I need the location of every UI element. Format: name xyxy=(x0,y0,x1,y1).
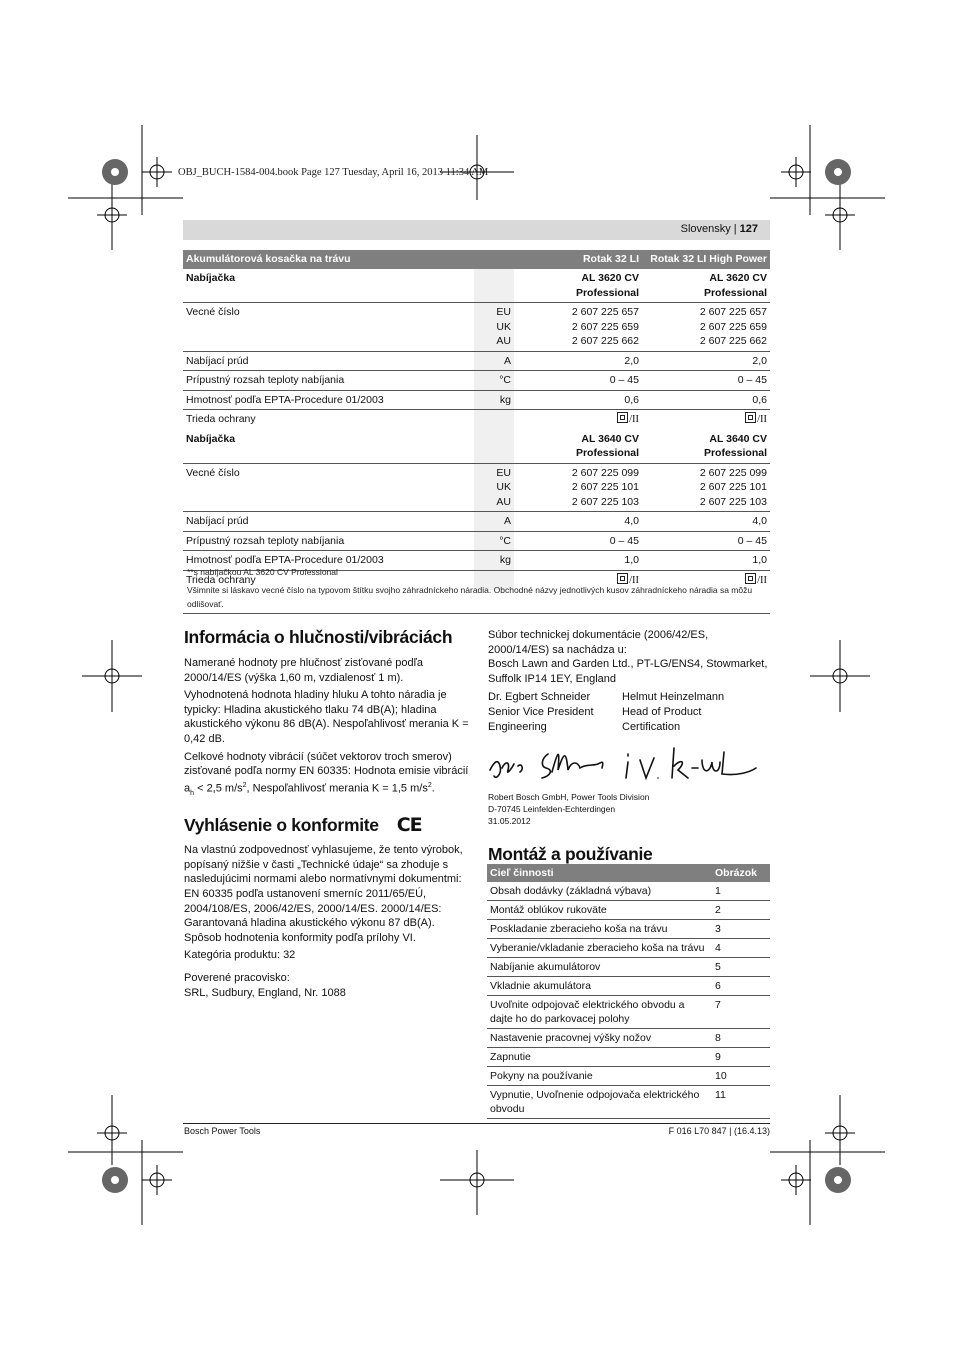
table-row: Vkladnie akumulátora 6 xyxy=(487,977,770,996)
double-insulation-icon xyxy=(617,412,628,423)
print-slug: OBJ_BUCH-1584-004.book Page 127 Tuesday, April 16, 2013 11:34 AM xyxy=(178,167,489,178)
conformity-p2: Kategória produktu: 32 xyxy=(184,949,296,962)
conformity-p3: Poverené pracovisko: SRL, Sudbury, England, Nr. 1088 xyxy=(184,971,346,999)
manufacturer-block: Robert Bosch GmbH, Power Tools Division D-70745 Leinfelden-Echterdingen 31.05.2012 xyxy=(488,792,650,827)
right-column xyxy=(488,628,772,865)
footnote: **s nabíjačkou AL 3620 CV Professional xyxy=(187,567,338,577)
conformity-heading: Vyhlásenie o konformite xyxy=(184,814,379,835)
signature-image xyxy=(488,740,758,788)
part-number-label: Vecné číslo xyxy=(183,303,474,352)
ce-mark-icon: CE xyxy=(396,814,422,837)
col-rotak-32-li: Rotak 32 LI xyxy=(514,250,642,269)
left-column xyxy=(184,627,469,1003)
table-row: Montáž oblúkov rukoväte 2 xyxy=(487,901,770,920)
weight-label: Hmotnosť podľa EPTA-Procedure 01/2003 xyxy=(183,390,474,410)
footer-right: F 016 L70 847 | (16.4.13) xyxy=(668,1126,770,1136)
table-row: Vypnutie, Uvoľnenie odpojovača elektrického obvodu 11 xyxy=(487,1086,770,1119)
part-number-label: Vecné číslo xyxy=(183,463,474,512)
charger-label: Nabíjačka xyxy=(186,432,236,445)
spec-title: Akumulátorová kosačka na trávu xyxy=(183,250,514,269)
footer-rule xyxy=(183,1123,770,1124)
spec-table: Akumulátorová kosačka na trávu Rotak 32 LI Rotak 32 LI High Power Nabíjačka AL 3620 CV Professional AL 3620 CV Professional Vecné číslo EU UK AU 2 607 225 657 2 607 225 659 2 607 225 662 2 607 225 657 2 607 225 659 2 607 225 662 Nabíjací prúd A 2,0 2,0 Prípustný rozsah teploty nabíjania °C 0 – 45 0 – 45 Hmotnosť podľa EPTA-Procedure 01/2003 kg 0,6 0,6 Trieda ochrany /II /II Nabíjačka AL 3640 CV Professional AL 3640 CV Professional Vecné číslo EU UK AU 2 607 225 099 2 607 225 101 2 607 225 103 2 607 225 099 2 607 225 101 2 607 225 103 Nabíjací prúd A 4,0 4,0 Prípustný rozsah teploty nabíjania °C 0 – 45 0 – 45 Hmotnosť podľa EPTA-Procedure 01/2003 kg 1,0 1,0 Trieda ochrany /II /II xyxy=(183,250,770,590)
signatories: Dr. Egbert Schneider Senior Vice President Engineering Helmut Heinzelmann Head of Product Certification xyxy=(488,691,725,733)
charger-model: AL 3620 CV xyxy=(581,272,639,284)
charger-edition: Professional xyxy=(703,286,767,299)
table-row: Nastavenie pracovnej výšky nožov 8 xyxy=(487,1029,770,1048)
divider xyxy=(183,613,770,614)
table-row: Poskladanie zberacieho koša na trávu 3 xyxy=(487,920,770,939)
table-row: Vyberanie/vkladanie zberacieho koša na trávu 4 xyxy=(487,939,770,958)
conformity-p1: Na vlastnú zodpovednosť vyhlasujeme, že tento výrobok, popísaný nižšie v časti „Technické údaje“ sa zhoduje s nasledujúcimi normami alebo normatívnymi dokumentmi: EN 60335 podľa ustanovení smerníc 2011/65/EÚ, 2004/108/ES, 2006/42/ES, 2000/14/ES. 2000/14/ES: Garantovaná hladina akustického výkonu 87 dB(A). Spôsob hodnotenia konformity podľa prílohy VI. xyxy=(184,844,463,944)
techdoc-p1: Súbor technickej dokumentácie (2006/42/ES, 2000/14/ES) sa nachádza u: xyxy=(488,629,709,656)
class-label: Trieda ochrany xyxy=(183,410,474,430)
noise-p3: Celkové hodnoty vibrácií (súčet vektorov troch smerov) zisťované podľa normy EN 60335: Hodnota emisie vibrácií $a_h < 2,5$ $m/s^2$, Nespoľahlivosť merania K = 1,5 $m/s^2$. xyxy=(184,750,469,797)
table-row: Nabíjanie akumulátorov 5 xyxy=(487,958,770,977)
table-row: Obsah dodávky (základná výbava) 1 xyxy=(487,882,770,901)
assembly-table xyxy=(487,864,770,1119)
noise-heading: Informácia o hlučnosti/vibráciách xyxy=(184,627,453,647)
col-figure: Obrázok xyxy=(712,864,770,882)
charger-label: Nabíjačka xyxy=(186,272,236,284)
col-goal: Cieľ činnosti xyxy=(487,864,712,882)
double-insulation-icon xyxy=(745,412,756,423)
current-label: Nabíjací prúd xyxy=(183,351,474,371)
spec-notes xyxy=(187,567,770,611)
page-number: 127 xyxy=(739,223,758,235)
charger-model: AL 3620 CV xyxy=(709,272,767,284)
part-numbers: 2 607 225 657 2 607 225 659 2 607 225 662 xyxy=(514,303,642,352)
footer-left: Bosch Power Tools xyxy=(184,1126,261,1136)
charger-edition: Professional xyxy=(575,286,639,299)
page-header: Slovensky | 127 xyxy=(680,223,758,235)
language-label: Slovensky xyxy=(680,223,731,235)
noise-p2: Vyhodnotená hodnota hladiny hluku A tohto náradia je typicky: Hladina akustického tlaku 74 dB(A); hladina akustického výkonu 86 dB(A). Nespoľahlivosť merania K = 0,42 dB. xyxy=(184,689,469,745)
col-rotak-32-li-hp: Rotak 32 LI High Power xyxy=(642,250,770,269)
table-row: Zapnutie 9 xyxy=(487,1048,770,1067)
part-numbers: 2 607 225 657 2 607 225 659 2 607 225 662 xyxy=(642,303,770,352)
table-row: Pokyny na používanie 10 xyxy=(487,1067,770,1086)
techdoc-p2: Bosch Lawn and Garden Ltd., PT-LG/ENS4, Stowmarket, Suffolk IP14 1EY, England xyxy=(488,658,768,685)
note: Všimnite si láskavo vecné číslo na typovom štítku svojho záhradníckeho náradia. Obchodné názvy jednotlivých kusov záhradníckeho náradia sa môžu odlišovať. xyxy=(187,585,753,609)
noise-p1: Namerané hodnoty pre hlučnosť zisťované podľa 2000/14/ES (výška 1,60 m, vzdialenosť 1 m). xyxy=(184,657,423,684)
temp-label: Prípustný rozsah teploty nabíjania xyxy=(183,371,474,391)
table-row: Uvoľnite odpojovač elektrického obvodu a dajte ho do parkovacej polohy 7 xyxy=(487,996,770,1029)
assembly-heading: Montáž a používanie xyxy=(488,844,653,865)
